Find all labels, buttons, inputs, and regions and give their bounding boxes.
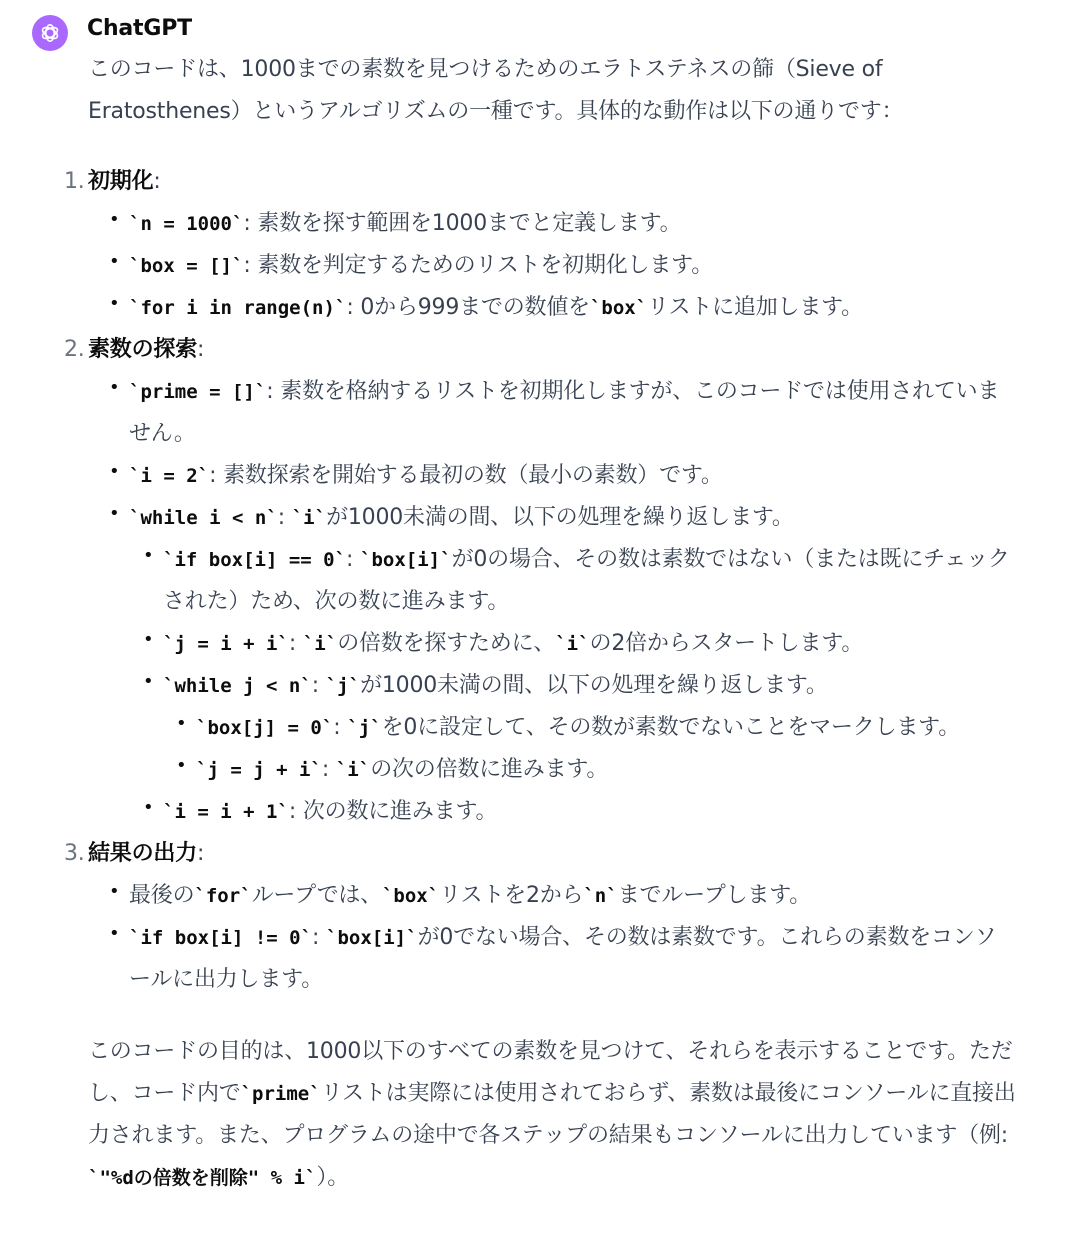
openai-logo-icon [32,15,68,51]
inline-code: `prime = []` [129,381,267,403]
list-item [196,749,1018,791]
item-text: : [346,547,361,572]
list-item [129,245,1018,287]
inline-code: `prime` [240,1083,321,1105]
list-item [129,371,1018,455]
item-text: が0でない場合、その数は素数です。これらの素数をコンソールに出力します。 [129,925,997,992]
inline-code: `j = i + i` [163,633,289,655]
inline-code: `if box[i] == 0` [163,549,347,571]
list-item [163,665,1018,791]
message-content [64,49,1018,1199]
inline-code: `while i < n` [129,507,278,529]
inline-code: `if box[i] != 0` [129,927,313,949]
inline-code: `box[i]` [360,549,452,571]
step-title: 素数の探索 [88,337,198,362]
item-text: の次の倍数に進みます。 [370,757,609,782]
list-item [163,539,1018,623]
step-3: 3. 結果の出力: [88,833,1018,875]
inline-code: `j = j + i` [196,759,322,781]
list-item [129,455,1018,497]
nested-list [196,707,1018,791]
inline-code: `for i in range(n)` [129,297,347,319]
inline-code: `while j < n` [163,675,312,697]
item-text: : 0から999までの数値を [346,295,590,320]
item-text: の倍数を探すために、 [337,631,556,656]
nested-list [163,539,1018,833]
step-2-list [129,371,1018,833]
step-1-list [129,203,1018,329]
inline-code: `i` [291,507,327,529]
inline-code: `j` [347,717,382,739]
inline-code: `i = i + 1` [163,801,289,823]
step-3-list [129,875,1018,1001]
item-text: が1000未満の間、以下の処理を繰り返します。 [360,673,828,698]
inline-code: `box = []` [129,255,244,277]
item-text: : 素数探索を開始する最初の数（最小の素数）です。 [209,463,723,488]
inline-code: `box` [381,885,440,907]
step-title: 初期化 [88,169,154,194]
inline-code: `i` [302,633,338,655]
list-item [196,707,1018,749]
item-text: 最後の [129,883,195,908]
item-text: : 素数を格納するリストを初期化しますが、このコードでは使用されていません。 [129,379,1000,446]
outro-paragraph [88,1031,1018,1199]
step-number: 1. [64,169,85,194]
item-text: が0の場合、その数は素数ではない（または既にチェックされた）ため、次の数に進みます。 [163,547,1010,614]
item-text: : 素数を探す範囲を1000までと定義します。 [243,211,682,236]
item-text: ループでは、 [251,883,382,908]
step-number: 2. [64,337,85,362]
list-item [129,287,1018,329]
outro-text: リストは実際には使用されておらず、素数は最後にコンソールに直接出力されます。また、プログラムの途中で各ステップの結果もコンソールに出力しています（例: [88,1081,1016,1148]
list-item [163,623,1018,665]
step-1: 1. 初期化: [88,161,1018,203]
item-text: : 素数を判定するためのリストを初期化します。 [243,253,713,278]
inline-code: `for` [194,885,252,907]
step-number: 3. [64,841,85,866]
inline-code: `j` [325,675,361,697]
step-title: 結果の出力 [88,841,198,866]
inline-code: `"%dの倍数を削除" % i` [88,1167,317,1189]
step-2: 2. 素数の探索: [88,329,1018,371]
inline-code: `i` [555,633,590,655]
item-text: を0に設定して、その数が素数でないことをマークします。 [381,715,961,740]
item-text: : [288,631,303,656]
inline-code: `box` [589,297,648,319]
item-text: : [312,925,327,950]
item-text: リストに追加します。 [647,295,863,320]
item-text: リストを2から [439,883,584,908]
inline-code: `i = 2` [129,465,210,487]
list-item [129,203,1018,245]
inline-code: `box[j] = 0` [196,717,334,739]
item-text: : 次の数に進みます。 [288,799,498,824]
inline-code: `n = 1000` [129,213,244,235]
item-text: : [277,505,292,530]
item-text: : [333,715,348,740]
outro-text: このコードの目的は、1000以下のすべての素数を見つけて、それらを表示することです。ただし、コード内で [88,1039,1013,1106]
item-text: の2倍からスタートします。 [589,631,864,656]
intro-paragraph: このコードは、1000までの素数を見つけるためのエラトステネスの篩（Sieve of Eratosthenes）というアルゴリズムの一種です。具体的な動作は以下の通りです： [88,57,904,124]
outro-text: ）。 [316,1165,349,1190]
inline-code: `box[i]` [326,927,418,949]
item-text: までループします。 [617,883,812,908]
list-item [129,917,1018,1001]
sender-name: ChatGPT [87,16,192,41]
item-text: : [311,673,326,698]
list-item [129,497,1018,833]
inline-code: `n` [583,885,618,907]
list-item [129,875,1018,917]
inline-code: `i` [335,759,371,781]
item-text: : [321,757,336,782]
item-text: が1000未満の間、以下の処理を繰り返します。 [326,505,794,530]
list-item [163,791,1018,833]
